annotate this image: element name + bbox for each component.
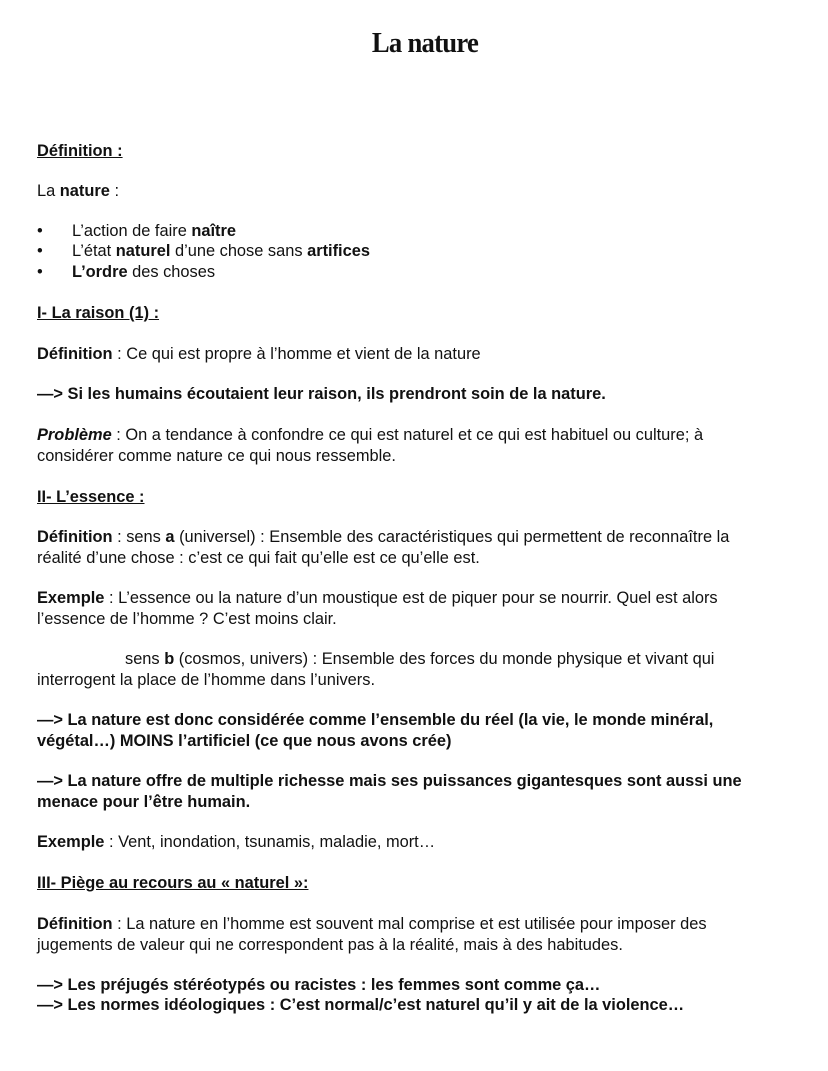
page-title: La nature xyxy=(371,27,479,59)
bullet-icon: • xyxy=(37,242,43,260)
definition-text: : La nature en l’homme est souvent mal comprise et est utilisée pour imposer des jugements de valeur qui ne correspondent pas à la réalité, mais à des habitudes. xyxy=(37,915,707,954)
section1-definition xyxy=(37,344,777,365)
definition-heading: Définition : xyxy=(37,142,123,160)
definition-text: : sens xyxy=(112,528,166,546)
example-label: Exemple xyxy=(37,833,105,851)
example-text: : Vent, inondation, tsunamis, maladie, mort… xyxy=(104,833,436,851)
bullet-icon: • xyxy=(37,222,43,240)
sense-text: sens xyxy=(125,650,165,668)
definition-label: Définition xyxy=(37,528,113,546)
section2-example xyxy=(37,588,777,629)
section3-arrow-2: —> Les normes idéologiques : C’est normal/c’est naturel qu’il y ait de la violence… xyxy=(37,996,685,1014)
bullet-bold: artifices xyxy=(307,242,370,260)
example-text: : L’essence ou la nature d’un moustique est de piquer pour se nourrir. Quel est alors l’essence de l’homme ? C’est moins clair. xyxy=(37,589,718,628)
definition-label: Définition xyxy=(37,345,113,363)
problem-label: Problème xyxy=(37,426,112,444)
sense-letter: b xyxy=(164,650,175,668)
bullet-icon: • xyxy=(37,263,43,281)
section1-arrow: —> Si les humains écoutaient leur raison, ils prendront soin de la nature. xyxy=(37,385,606,403)
sense-letter: a xyxy=(165,528,175,546)
definition-label: Définition xyxy=(37,915,113,933)
definition-text: : Ce qui est propre à l’homme et vient de la nature xyxy=(112,345,481,363)
section3-definition xyxy=(37,914,777,955)
problem-text: : On a tendance à confondre ce qui est naturel et ce qui est habituel ou culture; à considérer comme nature ce qui nous ressemble. xyxy=(37,426,704,465)
bullet-bold: naître xyxy=(191,222,237,240)
section1-heading: I- La raison (1) : xyxy=(37,304,160,322)
section2-example-2 xyxy=(37,832,777,853)
section2-heading: II- L’essence : xyxy=(37,488,145,506)
section2-definition xyxy=(37,527,777,568)
intro-text: La xyxy=(37,182,60,200)
bullet-bold: L’ordre xyxy=(72,263,128,281)
intro-bold: nature xyxy=(59,182,110,200)
sense-text: (cosmos, univers) : Ensemble des forces du monde physique et vivant qui interrogent la place de l’homme dans l’univers. xyxy=(37,650,715,689)
section1-problem xyxy=(37,425,777,466)
intro-line xyxy=(37,181,777,202)
bullet-text: L’état xyxy=(72,242,116,260)
section3-arrow-1: —> Les préjugés stéréotypés ou racistes : les femmes sont comme ça… xyxy=(37,976,601,994)
bullet-bold: naturel xyxy=(115,242,171,260)
definition-text: (universel) : Ensemble des caractéristiques qui permettent de reconnaître la réalité d’une chose : c’est ce qui fait qu’elle est ce qu’elle est. xyxy=(37,528,730,567)
bullet-text: d’une chose sans xyxy=(170,242,308,260)
bullet-text: des choses xyxy=(127,263,216,281)
bullet-text: L’action de faire xyxy=(72,222,192,240)
intro-colon: : xyxy=(109,182,119,200)
section2-arrow-2: —> La nature offre de multiple richesse mais ses puissances gigantesques sont aussi une menace pour l’être humain. xyxy=(37,772,742,811)
section2-sense-b xyxy=(37,649,777,690)
example-label: Exemple xyxy=(37,589,105,607)
section2-arrow-1: —> La nature est donc considérée comme l’ensemble du réel (la vie, le monde minéral, végétal…) MOINS l’artificiel (ce que nous avons crée) xyxy=(37,711,714,750)
section3-heading: III- Piège au recours au « naturel »: xyxy=(37,874,309,892)
